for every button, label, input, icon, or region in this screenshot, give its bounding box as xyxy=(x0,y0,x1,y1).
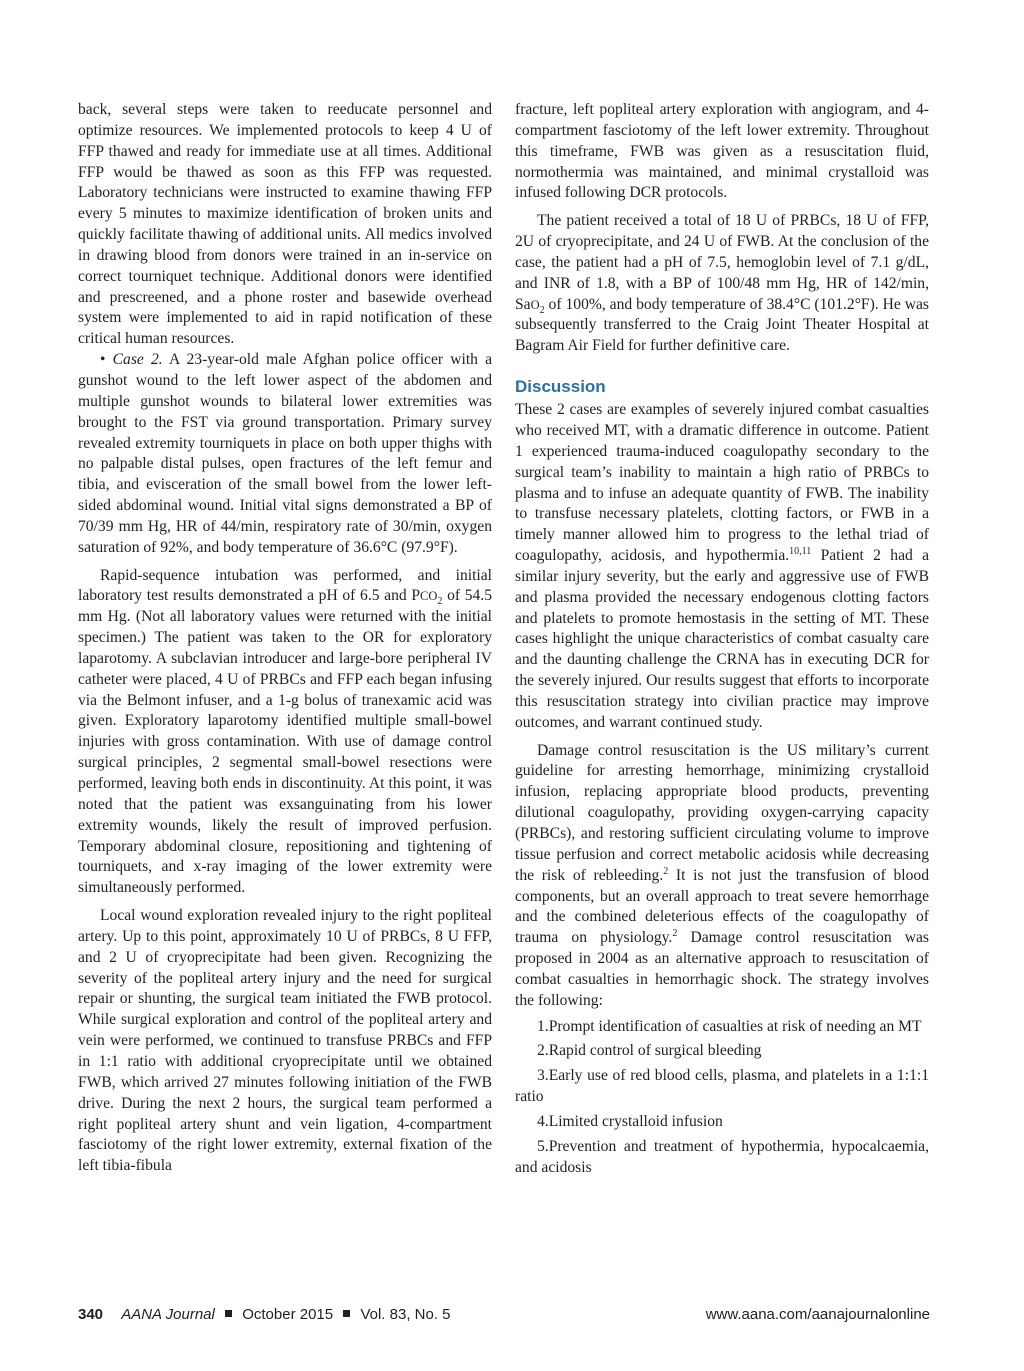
sao2-label: O xyxy=(530,297,540,312)
paragraph xyxy=(78,566,492,900)
paragraph xyxy=(78,350,492,558)
list-item: 4.Limited crystalloid infusion xyxy=(537,1112,723,1130)
paragraph-text: These 2 cases are examples of severely injured combat casualties who received MT, with a dramatic difference in outcome. Patient 1 experienced trauma-induced coagulopathy secondary to the surgical team’s inability to maintain a high ratio of PRBCs to plasma and to infuse an adequate quantity of FWB. The inability to transfuse necessary platelets, clotting factors, or FWB in a timely manner allowed him to progress to the lethal triad of coagulopathy, acidosis, and hypothermia. xyxy=(515,401,929,565)
paragraph-text: The patient received a total of 18 U of PRBCs, 18 U of FFP, 2U of cryoprecipitate, and 24 U of FWB. At the conclusion of the case, the patient had a pH of 7.5, hemoglobin level of 7.1 g/dL, and INR of 1.8, with a BP of 100/48 mm Hg, HR of 142/min, Sa xyxy=(515,212,929,313)
separator-square-icon xyxy=(343,1310,350,1317)
footer-citation xyxy=(78,1305,451,1325)
paragraph-text: Damage control resuscitation is the US military’s current guideline for arresting hemorrhage, minimizing crystalloid infusion, replacing appropriate blood products, preventing dilutional coagulopathy, providing oxygen-carrying capacity (PRBCs), and restoring sufficient circulating volume to improve tissue perfusion and correct metabolic acidosis while decreasing the risk of rebleeding. xyxy=(515,741,929,884)
paragraph-text: A 23-year-old male Afghan police officer with a gunshot wound to the left lower aspect of the abdomen and multiple gunshot wounds to bilateral lower extremities was brought to the FST via ground transportation. Primary survey revealed extremity tourniquets in place on both upper thighs with no palpable distal pulses, open fractures of the left femur and tibia, and evisceration of the small bowel from the lower left-sided abdominal wound. Initial vital signs demonstrated a BP of 70/39 mm Hg, HR of 44/min, respiratory rate of 30/min, oxygen saturation of 92%, and body temperature of 36.6°C (97.9°F). xyxy=(78,351,493,556)
subscript: 2 xyxy=(437,596,443,608)
paragraph xyxy=(515,400,929,734)
list-item: 3.Early use of red blood cells, plasma, and platelets in a 1:1:1 ratio xyxy=(515,1067,929,1106)
list-item: 2.Rapid control of surgical bleeding xyxy=(537,1042,762,1060)
paragraph-text: Damage control resuscitation was proposed in 2004 as an alternative approach to resuscitation of combat casualties in hemorrhagic shock. The strategy involves the following: xyxy=(515,929,929,1009)
volume: Vol. 83, No. 5 xyxy=(360,1306,451,1323)
paragraph xyxy=(515,741,929,1012)
paragraph-text: of 54.5 mm Hg. (Not all laboratory values were returned with the initial specimen.) The patient was taken to the OR for exploratory laparotomy. A subclavian introducer and large-bore peripheral IV catheter were placed, 4 U of PRBCs and FFP each began infusing via the Belmont infuser, and a 1-g bolus of tranexamic acid was given. Exploratory laparotomy identified multiple small-bowel injuries with gross contamination. With use of damage control surgical principles, 2 segmental small-bowel resections were performed, leaving both ends in discontinuity. At this point, it was noted that the patient was exsanguinating from his lower extremity wounds, likely the result of improved perfusion. Temporary abdominal closure, repositioning and tightening of tourniquets, and x-ray imaging of the lower extremity were simultaneously performed. xyxy=(78,587,492,897)
journal-name: AANA Journal xyxy=(121,1306,215,1323)
paragraph: Local wound exploration revealed injury to the right popliteal artery. Up to this point, approximately 10 U of PRBCs, 8 U FFP, and 2 U of cryoprecipitate had been given. Recognizing the severity of the popliteal artery injury and the need for surgical repair or shunting, the surgical team initiated the FWB protocol. While surgical exploration and control of the popliteal artery and vein were performed, we continued to transfuse PRBCs and FFP in 1:1 ratio with additional cryoprecipitate until we obtained FWB, which arrived 27 minutes following initiation of the FWB drive. During the next 2 hours, the surgical team performed a right popliteal artery shunt and vein ligation, 4-compartment fasciotomy of the right lower extremity, external fixation of the left tibia-fibula xyxy=(78,907,492,1175)
paragraph-text: Patient 2 had a similar injury severity, but the early and aggressive use of FWB and plasma provided the necessary endogenous clotting factors and platelets to promote hemostasis in the setting of MT. These cases highlight the unique characteristics of combat casualty care and the daunting challenge the CRNA has in executing DCR for the severely injured. Our results suggest that efforts to incorporate this resuscitation strategy into civilian practice may improve outcomes, and warrant continued study. xyxy=(515,547,929,731)
paragraph-text: Rapid-sequence intubation was performed, and initial laboratory test results demonstrated a pH of 6.5 and P xyxy=(78,566,492,605)
paragraph xyxy=(515,211,929,357)
case-label: Case 2. xyxy=(112,351,163,369)
subscript: 2 xyxy=(539,304,545,316)
paragraph: fracture, left popliteal artery exploration with angiogram, and 4-compartment fasciotomy of the left lower extremity. Throughout this timeframe, FWB was given as a resuscitation fluid, normothermia was maintained, and minimal crystalloid was infused following DCR protocols. xyxy=(515,101,929,202)
paragraph-text: of 100%, and body temperature of 38.4°C (101.2°F). He was subsequently transferred to the Craig Joint Theater Hospital at Bagram Air Field for further definitive care. xyxy=(515,295,929,355)
pco2-label: CO xyxy=(420,589,438,604)
citation: 2 xyxy=(672,928,678,940)
section-heading: Discussion xyxy=(515,377,606,397)
page-number: 340 xyxy=(78,1306,104,1323)
citation: 10,11 xyxy=(789,545,812,557)
right-column xyxy=(515,100,929,1179)
issue-date: October 2015 xyxy=(242,1306,334,1323)
separator-square-icon xyxy=(225,1310,232,1317)
journal-url[interactable]: www.aana.com/aanajournalonline xyxy=(705,1306,930,1323)
paragraph-text: It is not just the transfusion of blood components, but an overall approach to treat severe hemorrhage and the combined deleterious effects of the coagulopathy of trauma on physiology. xyxy=(515,866,929,947)
paragraph: back, several steps were taken to reeducate personnel and optimize resources. We implemented protocols to keep 4 U of FFP thawed and ready for immediate use at all times. Additional FFP would be thawed as soon as this FFP was requested. Laboratory technicians were instructed to examine thawing FFP every 5 minutes to maximize identification of broken units and quickly facilitate thawing of additional units. All medics involved in drawing blood from donors were trained in an in-service on correct tourniquet technique. Additional donors were identified and prescreened, and a phone roster and basewide overhead system were implemented to aid in rapid notification of these critical human resources. xyxy=(78,101,492,348)
bullet: • xyxy=(100,351,106,369)
citation: 2 xyxy=(663,865,669,877)
list-item: 5.Prevention and treatment of hypothermia, hypocalcaemia, and acidosis xyxy=(515,1137,929,1176)
list-item: 1.Prompt identification of casualties at risk of needing an MT xyxy=(537,1017,922,1035)
left-column xyxy=(78,100,492,1177)
